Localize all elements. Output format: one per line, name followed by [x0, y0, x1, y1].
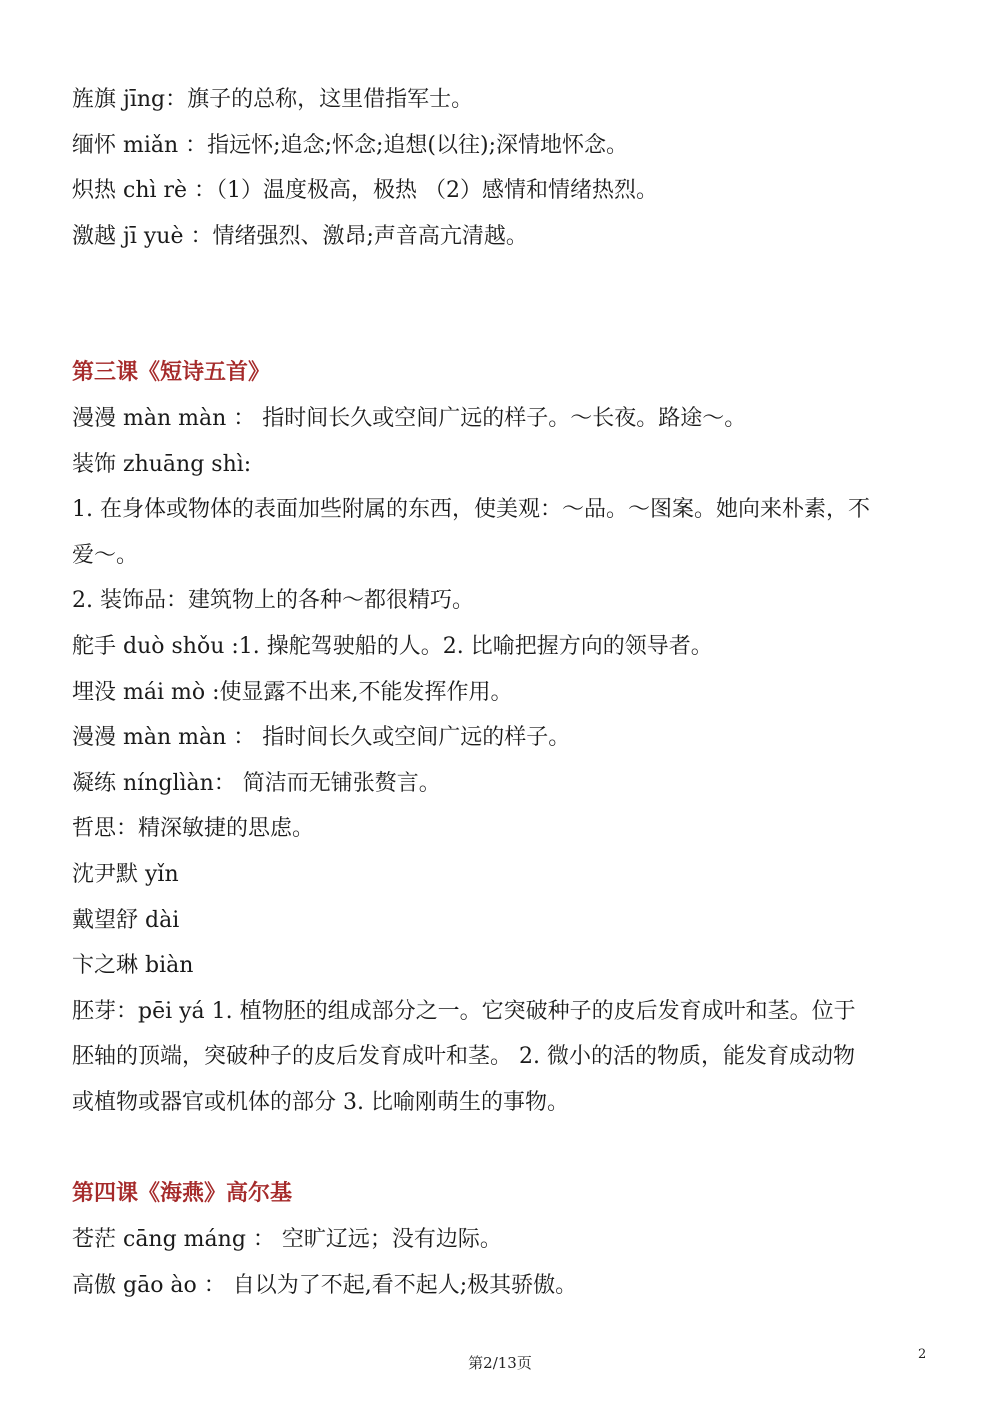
section-vocabulary-1 [72, 77, 952, 259]
entry-line: 炽热 chì rè ：（1）温度极高，极热 （2）感情和情绪热烈。 [72, 178, 659, 204]
entry-line: 凝练 nínglìàn： 简洁而无铺张赘言。 [72, 770, 441, 796]
entry-line: 胚芽：pēi yá 1. 植物胚的组成部分之一。它突破种子的皮后发育成叶和茎。位于 [72, 998, 856, 1024]
entry-line: 缅怀 miǎn ：指远怀;追念;怀念;追想(以往);深情地怀念。 [72, 132, 628, 158]
entry-line: 漫漫 màn màn ： 指时间长久或空间广远的样子。 [72, 725, 571, 751]
section-lesson-4 [72, 1171, 952, 1308]
entry-line: 卞之琳 biàn [72, 953, 194, 979]
entry-line: 舵手 duò shǒu :1. 操舵驾驶船的人。2. 比喻把握方向的领导者。 [72, 633, 713, 659]
entry-line: 苍茫 cāng máng ： 空旷辽远；没有边际。 [72, 1227, 502, 1253]
section-heading: 第三课《短诗五首》 [72, 359, 271, 386]
entry-line: 埋没 mái mò :使显露不出来,不能发挥作用。 [72, 679, 513, 705]
entry-line: 胚轴的顶端，突破种子的皮后发育成叶和茎。 2. 微小的活的物质，能发育成动物 [72, 1044, 855, 1070]
entry-line: 高傲 gāo ào ： 自以为了不起,看不起人;极其骄傲。 [72, 1272, 578, 1298]
entry-line: 激越 jī yuè ：情绪强烈、激昂;声音高亢清越。 [72, 223, 528, 249]
section-heading: 第四课《海燕》高尔基 [72, 1180, 293, 1207]
entry-line: 戴望舒 dài [72, 907, 180, 933]
entry-line: 1. 在身体或物体的表面加些附属的东西，使美观：～品。～图案。她向来朴素，不 [72, 497, 870, 523]
entry-line: 漫漫 màn màn ： 指时间长久或空间广远的样子。～长夜。路途～。 [72, 405, 747, 431]
entry-line: 爱～。 [72, 542, 139, 568]
entry-line: 2. 装饰品：建筑物上的各种～都很精巧。 [72, 588, 474, 614]
entry-line: 旌旗 jīng：旗子的总称，这里借指军士。 [72, 87, 474, 112]
entry-line: 或植物或器官或机体的部分 3. 比喻刚萌生的事物。 [72, 1089, 569, 1115]
page-label: 第2/13页 [468, 1354, 532, 1372]
document-body [72, 77, 952, 1308]
page-number: 2 [918, 1347, 927, 1362]
section-lesson-3 [72, 350, 952, 1125]
entry-line: 装饰 zhuāng shì: [72, 451, 252, 477]
entry-line: 哲思：精深敏捷的思虑。 [72, 816, 315, 842]
entry-line: 沈尹默 yǐn [72, 861, 179, 887]
